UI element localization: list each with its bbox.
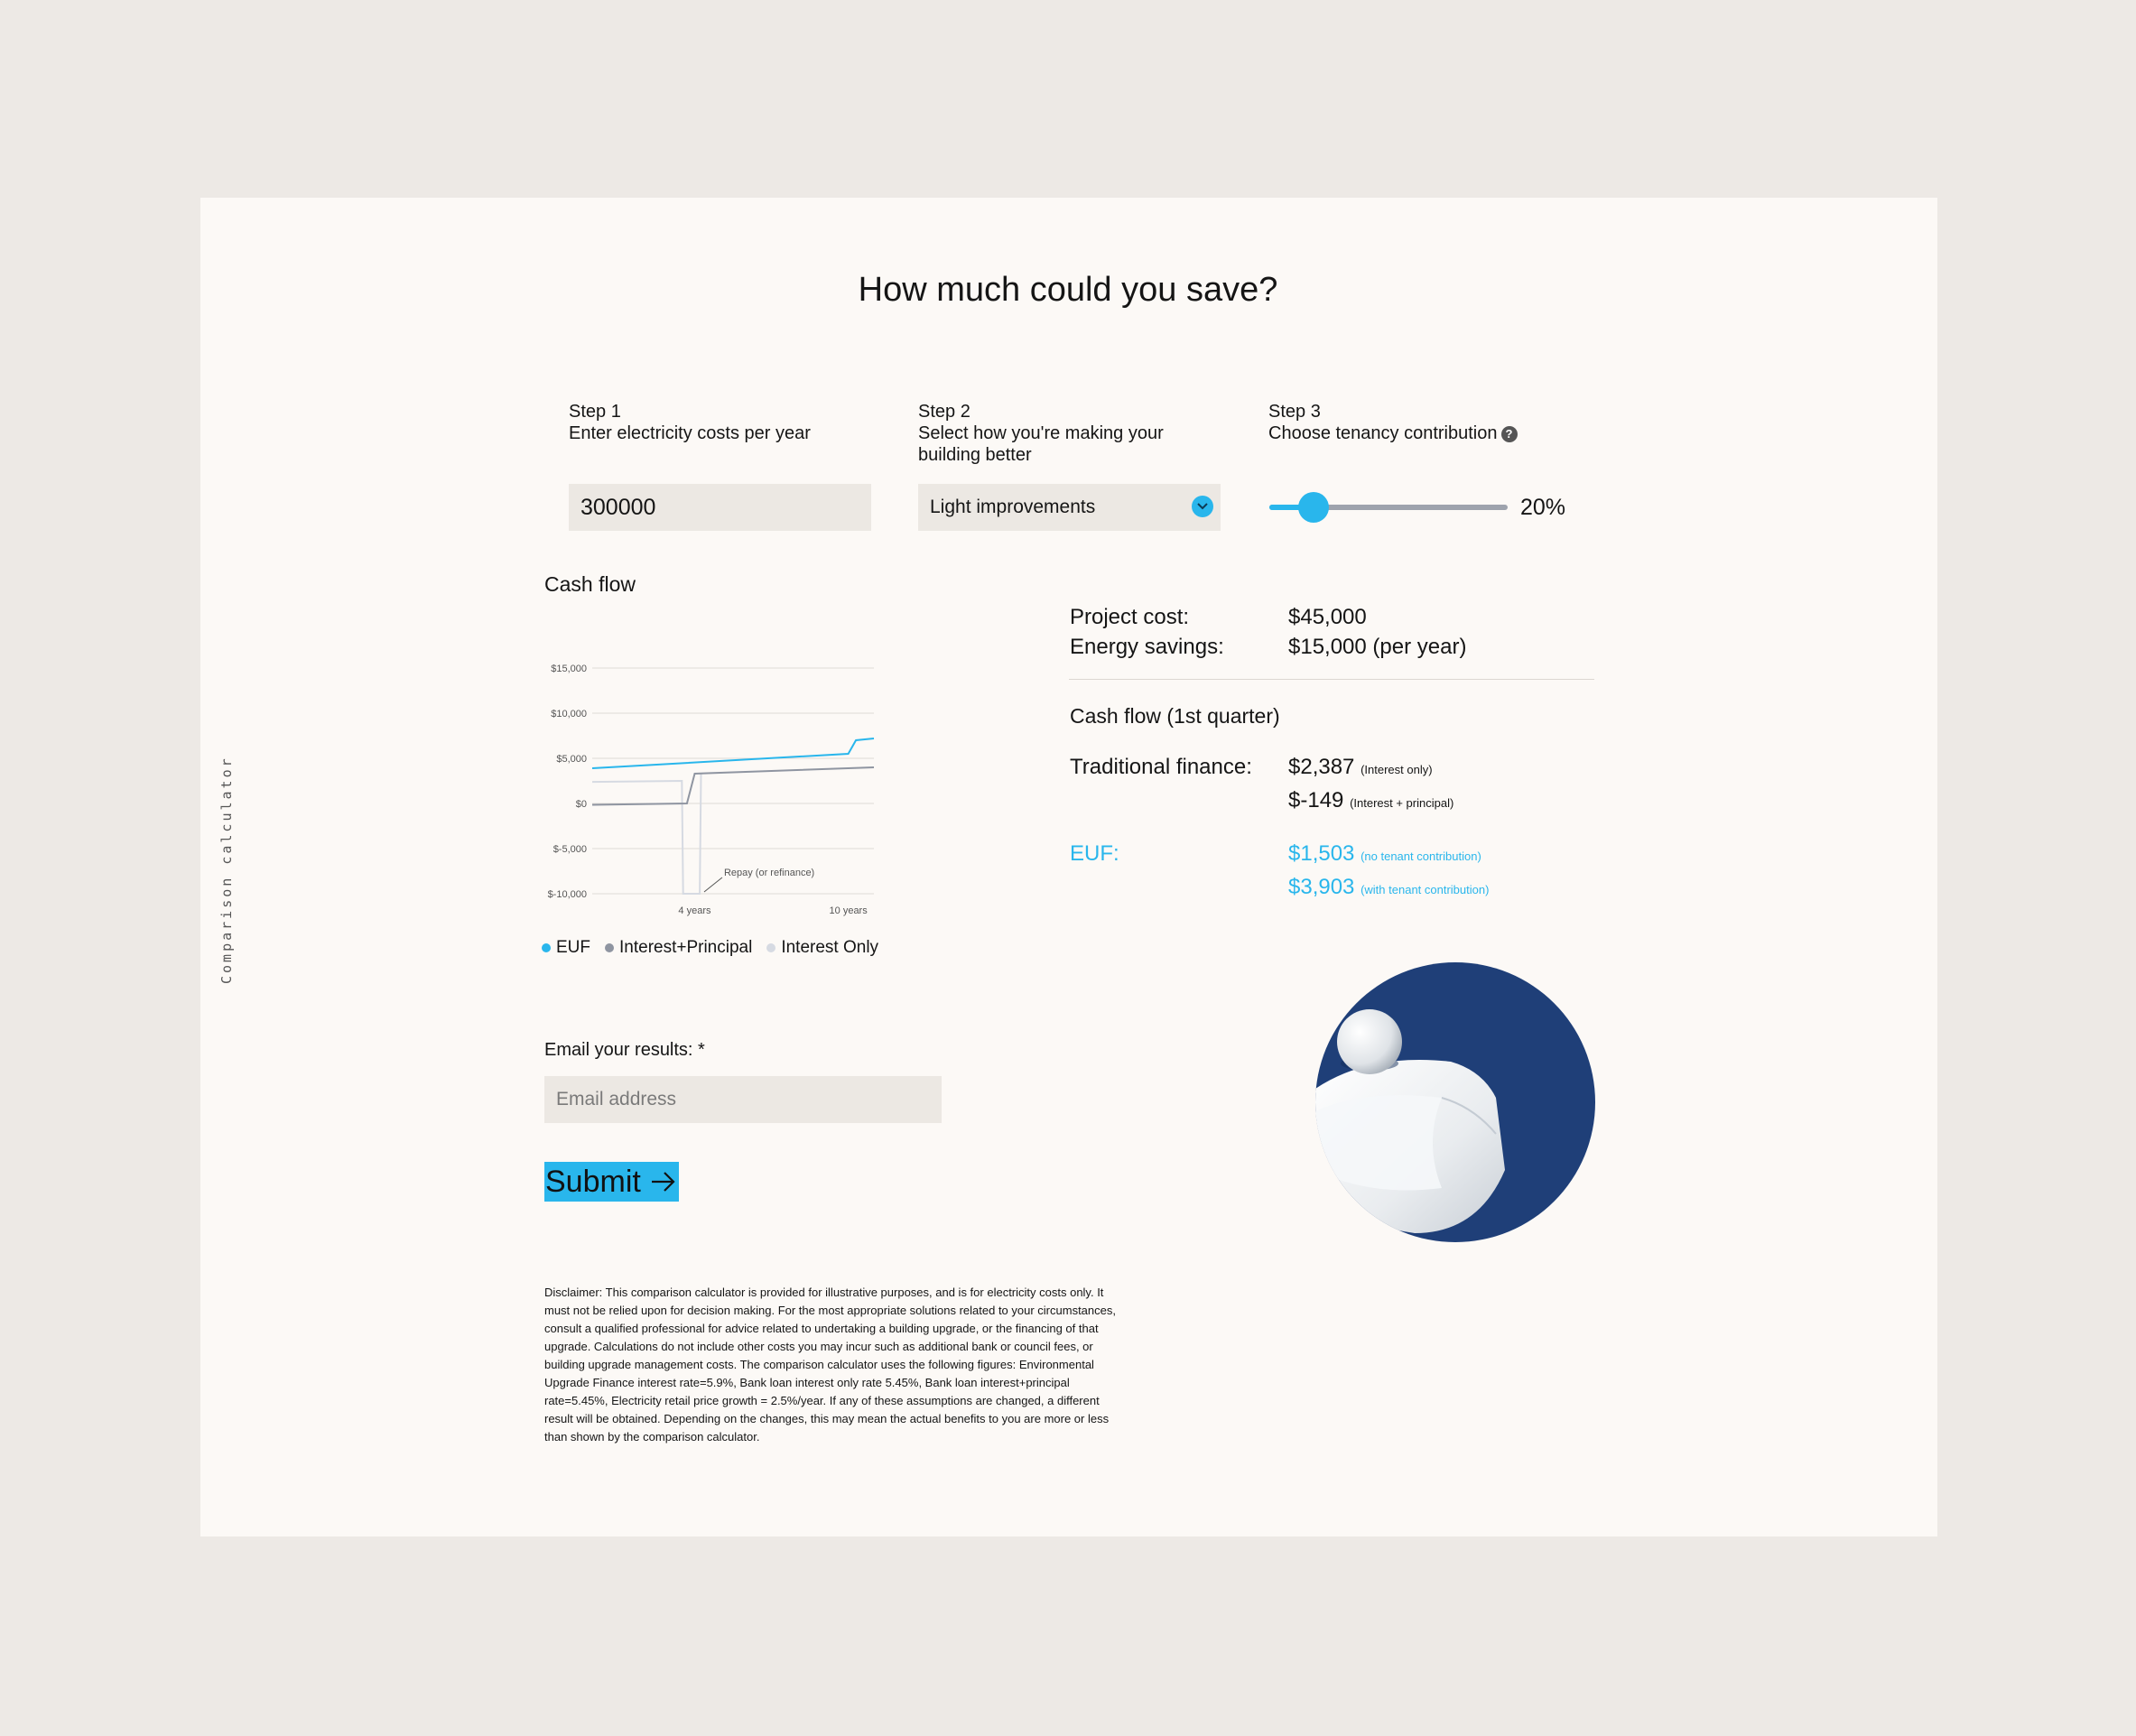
cashflow-chart (542, 650, 885, 921)
step-3-number: Step 3 (1268, 402, 1321, 422)
email-label: Email your results: * (544, 1040, 705, 1060)
y-tick-label: $-5,000 (553, 844, 587, 855)
paper-sphere-illustration (1315, 962, 1595, 1242)
euf-with-tenant-value: $3,903 (1288, 875, 1355, 899)
traditional-interest-principal-note: (Interest + principal) (1350, 796, 1454, 810)
submit-button[interactable] (544, 1162, 679, 1202)
legend-dot (605, 943, 614, 952)
traditional-interest-only-note: (Interest only) (1361, 763, 1433, 776)
step-1-number: Step 1 (569, 402, 621, 422)
y-tick-label: $-10,000 (547, 889, 587, 900)
step-2 (918, 401, 1189, 466)
x-tick-label: 4 years (678, 905, 711, 916)
decorative-photo (1315, 962, 1595, 1242)
chart-legend (542, 938, 878, 958)
annotation-label: Repay (or refinance) (723, 868, 815, 878)
series-line-interest-only (592, 774, 701, 894)
email-input[interactable] (544, 1076, 942, 1123)
euf-with-tenant-note: (with tenant contribution) (1361, 883, 1490, 896)
legend-item-euf (542, 938, 590, 958)
euf-no-tenant (1288, 841, 1481, 867)
quarter-cashflow-title: Cash flow (1st quarter) (1070, 704, 1280, 728)
series-line-interest-principal (592, 767, 874, 805)
tenancy-contribution-slider[interactable] (1269, 505, 1508, 510)
chevron-down-icon[interactable] (1192, 496, 1213, 517)
euf-no-tenant-value: $1,503 (1288, 841, 1355, 866)
improvement-selected-value: Light improvements (930, 497, 1096, 517)
legend-label: EUF (556, 938, 590, 957)
step-1-description: Enter electricity costs per year (569, 423, 811, 443)
step-1 (569, 401, 811, 444)
step-2-number: Step 2 (918, 402, 970, 422)
electricity-cost-input[interactable] (569, 484, 871, 531)
series-line-euf (592, 738, 874, 768)
side-label: Comparison calculator (218, 756, 235, 984)
disclaimer: Disclaimer: This comparison calculator is provided for illustrative purposes, and is for electricity costs only. It must not be relied upon for decision making. For the most appropriate solutions related to your circumstances, consult a qualified professional for advice related to undertaking a building upgrade, or the financing of that upgrade. Calculations do not include other costs you may incur such as additional bank or council fees, or building upgrade management costs. The comparison calculator uses the following figures: Environmental Upgrade Finance interest rate=5.9%, Bank loan interest only rate 5.45%, Bank loan interest+principal rate=5.45%, Electricity retail price growth = 2.5%/year. If any of these assumptions are changed, a different result will be obtained. Depending on the changes, this may mean the actual benefits to you are more or less than shown by the comparison calculator. (544, 1286, 1116, 1444)
x-tick-label: 10 years (829, 905, 868, 916)
y-tick-label: $0 (575, 799, 587, 810)
traditional-interest-only-value: $2,387 (1288, 755, 1355, 779)
project-cost-label: Project cost: (1070, 605, 1190, 629)
improvement-select[interactable] (918, 484, 1221, 531)
tenancy-contribution-value: 20% (1520, 495, 1566, 520)
energy-savings-label: Energy savings: (1070, 635, 1224, 659)
traditional-finance-label: Traditional finance: (1070, 755, 1252, 779)
help-icon[interactable]: ? (1501, 426, 1518, 442)
legend-item-interest-only (766, 938, 878, 958)
euf-with-tenant (1288, 875, 1489, 900)
traditional-interest-principal (1288, 788, 1453, 813)
legend-label: Interest Only (781, 938, 879, 957)
traditional-interest-principal-value: $-149 (1288, 788, 1344, 812)
traditional-interest-only (1288, 755, 1433, 780)
euf-label: EUF: (1070, 841, 1119, 866)
euf-no-tenant-note: (no tenant contribution) (1361, 849, 1481, 863)
y-tick-label: $5,000 (556, 754, 587, 765)
energy-savings-value: $15,000 (per year) (1288, 635, 1467, 659)
y-tick-label: $10,000 (551, 709, 587, 719)
slider-handle[interactable] (1298, 492, 1329, 523)
legend-dot (766, 943, 775, 952)
step-3-description: Choose tenancy contribution (1268, 423, 1498, 443)
summary-divider (1069, 679, 1594, 680)
electricity-cost-value: 300000 (580, 494, 656, 520)
project-cost-value: $45,000 (1288, 605, 1367, 629)
submit-label: Submit (545, 1164, 641, 1199)
step-2-description: Select how you're making your building better (918, 423, 1164, 465)
arrow-right-icon (650, 1170, 677, 1193)
page-title: How much could you save? (858, 271, 1278, 309)
annotation-leader (704, 877, 722, 892)
cashflow-title: Cash flow (544, 572, 636, 596)
step-3 (1268, 401, 1518, 444)
y-tick-label: $15,000 (551, 664, 587, 674)
legend-dot (542, 943, 551, 952)
legend-item-interest-principal (605, 938, 752, 958)
legend-label: Interest+Principal (619, 938, 753, 957)
